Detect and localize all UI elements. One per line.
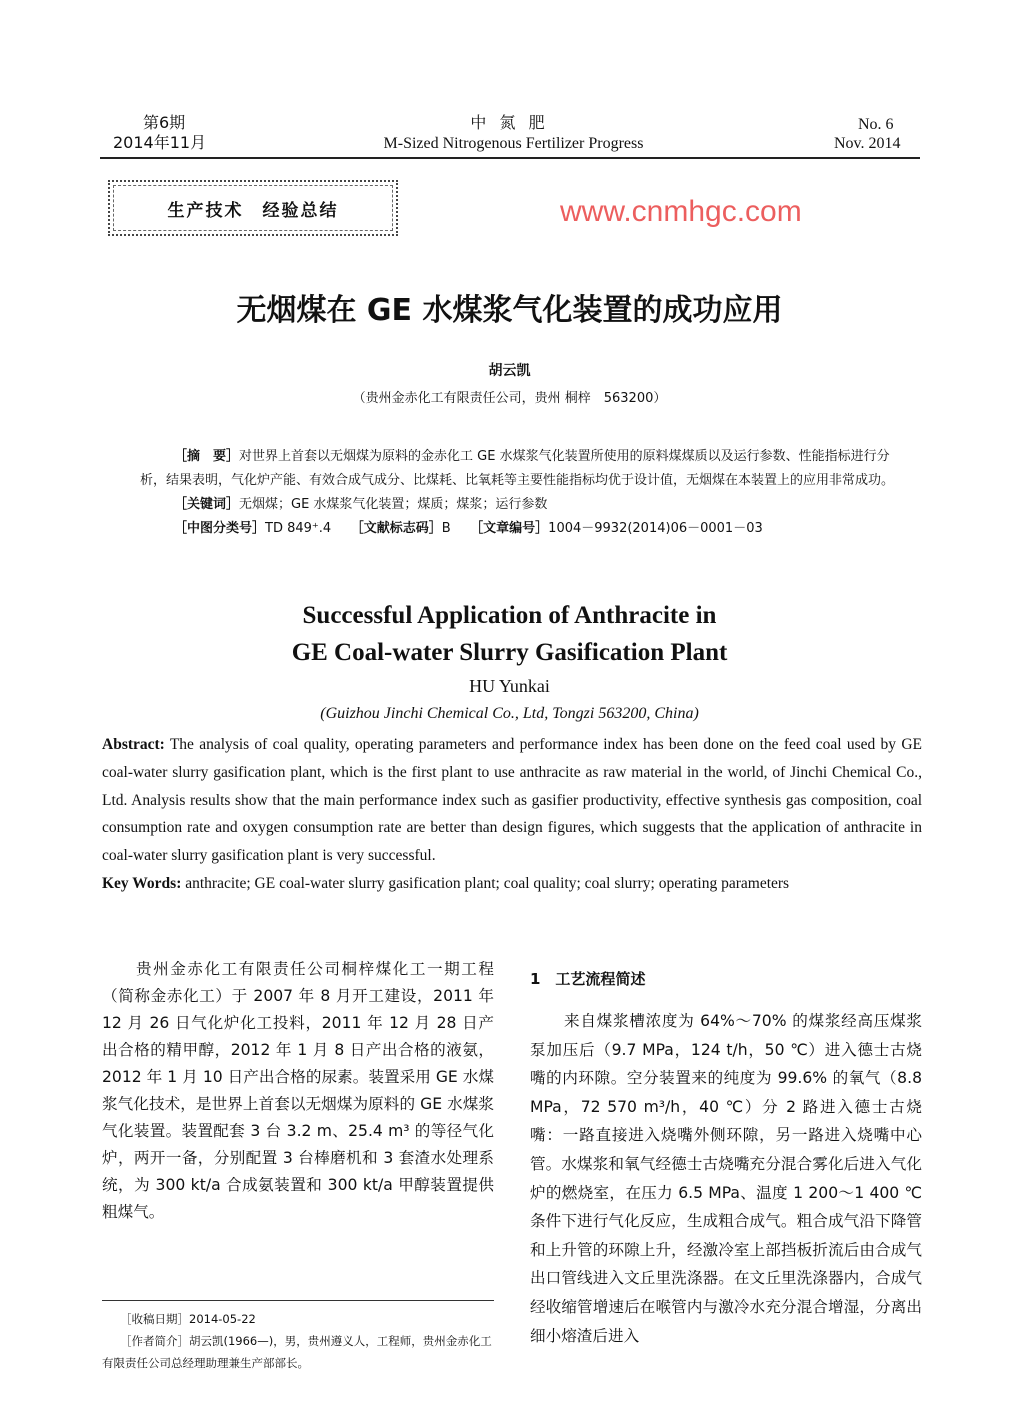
- doc-code-label: ［文献标志码］: [357, 521, 442, 536]
- abstract-en-label: Abstract:: [102, 736, 165, 753]
- date-en: Nov. 2014: [834, 135, 901, 152]
- author-cn: 胡云凯: [488, 363, 531, 379]
- journal-name-en: M-Sized Nitrogenous Fertilizer Progress: [383, 135, 644, 152]
- affiliation-en: (Guizhou Jinchi Chemical Co., Ltd, Tongzi 563200, China): [320, 705, 699, 722]
- received-date: 2014-05-22: [189, 1312, 256, 1326]
- affiliation-cn: （贵州金赤化工有限责任公司，贵州 桐梓 563200）: [352, 391, 667, 406]
- title-cn: 无烟煤在 GE 水煤浆气化装置的成功应用: [236, 293, 783, 328]
- section-label-box: 生产技术 经验总结: [108, 180, 398, 236]
- watermark: www.cnmhgc.com: [560, 195, 802, 228]
- header-rule: [100, 157, 920, 159]
- issue-cn: 第6期: [143, 113, 186, 132]
- abstract-cn: [140, 445, 910, 541]
- author-bio-label: ［作者简介］: [120, 1334, 189, 1348]
- doc-code-value: B: [441, 521, 451, 536]
- body-left-paragraph: 贵州金赤化工有限责任公司桐梓煤化工一期工程（简称金赤化工）于 2007 年 8 月开工建设，2011 年 12 月 26 日气化炉化工投料，2011 年 12 月 28 日产出合格的精甲醇，2012 年 1 月 8 日产出合格的液氨，2012 年 1 月 10 日产出合格的尿素。装置采用 GE 水煤浆气化技术，是世界上首套以无烟煤为原料的 GE 水煤浆气化装置。装置配套 3 台 3.2 m、25.4 m³ 的等径气化炉，两开一备，分别配置 3 台棒磨机和 3 套渣水处理系统，为 300 kt/a 合成氨装置和 300 kt/a 甲醇装置提供粗煤气。: [102, 960, 494, 1221]
- journal-name-cn: 中 氮 肥: [470, 113, 549, 132]
- article-no-value: 1004－9932(2014)06－0001－03: [548, 521, 763, 536]
- clc-value: TD 849⁺.4: [265, 521, 332, 536]
- keywords-en-label: Key Words:: [102, 874, 182, 892]
- article-no-label: ［文章编号］: [476, 521, 549, 536]
- date-cn: 2014年11月: [113, 133, 207, 152]
- title-en-line1: Successful Application of Anthracite in: [302, 602, 717, 629]
- body-right-paragraph: 来自煤浆槽浓度为 64%～70% 的煤浆经高压煤浆泵加压后（9.7 MPa，124 t/h，50 ℃）进入德士古烧嘴的内环隙。空分装置来的纯度为 99.6% 的氧气（8.8 MPa，72 570 m³/h，40 ℃）分 2 路进入德士古烧嘴：一路直接进入烧嘴外侧环隙，另一路进入烧嘴中心管。水煤浆和氧气经德士古烧嘴充分混合雾化后进入气化炉的燃烧室，在压力 6.5 MPa、温度 1 200～1 400 ℃条件下进行气化反应，生成粗合成气。粗合成气沿下降管和上升管的环隙上升，经激冷室上部挡板折流后由合成气出口管线进入文丘里洗涤器。在文丘里洗涤器内，合成气经收缩管增速后在喉管内与激冷水充分混合增湿，分离出细小熔渣后进入: [530, 1012, 922, 1345]
- abstract-en-text: The analysis of coal quality, operating parameters and performance index has been done on the feed coal used by GE coal-water slurry gasification plant, which is the first plant to use anthracite as raw material in the world, of Jinchi Chemical Co., Ltd. Analysis results show that the main performance index such as gasifier productivity, effective synthesis gas composition, coal consumption rate and oxygen consumption rate are better than design figures, which suggests that the application of anthracite in coal-water slurry gasification plant is very successful.: [102, 736, 922, 865]
- abstract-text: 对世界上首套以无烟煤为原料的金赤化工 GE 水煤浆气化装置所使用的原料煤煤质以及运行参数、性能指标进行分析，结果表明，气化炉产能、有效合成气成分、比煤耗、比氧耗等主要性能指标均优于设计值，无烟煤在本装置上的应用非常成功。: [140, 449, 895, 488]
- footnotes: [102, 1308, 494, 1374]
- title-en-line2: GE Coal-water Slurry Gasification Plant: [291, 639, 728, 666]
- abstract-en: [102, 731, 922, 898]
- keywords-label: ［关键词］: [174, 497, 240, 512]
- abstract-label: ［摘 要］: [174, 449, 240, 464]
- received-label: ［收稿日期］: [120, 1312, 189, 1326]
- keywords-en: anthracite; GE coal-water slurry gasification plant; coal quality; coal slurry; operating parameters: [181, 874, 790, 892]
- keywords-cn: 无烟煤；GE 水煤浆气化装置；煤质；煤浆；运行参数: [239, 497, 548, 512]
- footnote-rule: [102, 1300, 494, 1301]
- author-en: HU Yunkai: [469, 676, 550, 696]
- clc-label: ［中图分类号］: [174, 521, 266, 536]
- section-1-heading: 1 工艺流程简述: [530, 970, 646, 988]
- issue-en: No. 6: [858, 116, 894, 133]
- author-bio: 胡云凯(1966—)，男，贵州遵义人，工程师，贵州金赤化工有限责任公司总经理助理兼生产部部长。: [102, 1334, 492, 1370]
